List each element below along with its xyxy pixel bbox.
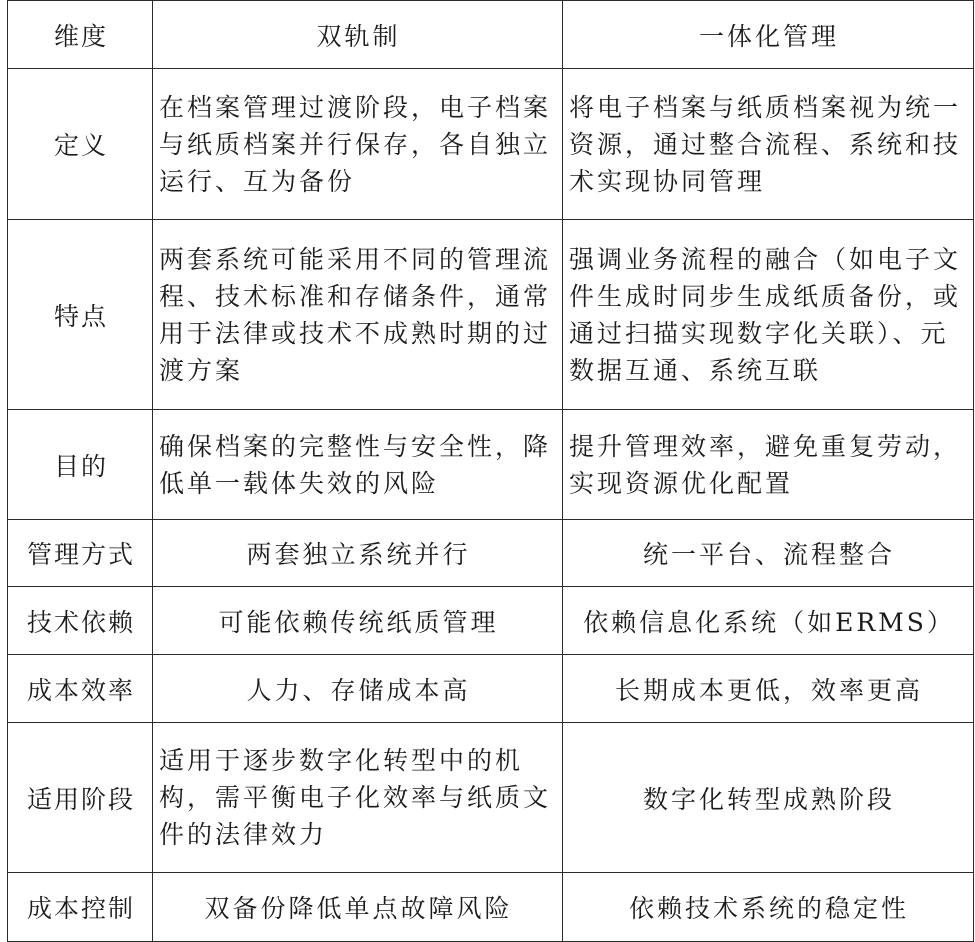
cell-dual-track: 适用于逐步数字化转型中的机构，需平衡电子化效率与纸质文件的法律效力 [153, 723, 563, 873]
table-row [8, 520, 974, 587]
cell-integrated: 统一平台、流程整合 [563, 520, 974, 587]
row-dimension: 技术依赖 [8, 587, 153, 655]
comparison-table [7, 0, 974, 942]
header-dimension: 维度 [8, 1, 153, 69]
cell-integrated: 数字化转型成熟阶段 [563, 723, 974, 873]
row-dimension: 管理方式 [8, 520, 153, 587]
cell-integrated: 提升管理效率，避免重复劳动，实现资源优化配置 [563, 410, 974, 520]
cell-dual-track: 人力、存储成本高 [153, 655, 563, 723]
table-row [8, 69, 974, 220]
header-dual-track: 双轨制 [153, 1, 563, 69]
cell-integrated: 依赖信息化系统（如ERMS） [563, 587, 974, 655]
cell-integrated: 依赖技术系统的稳定性 [563, 873, 974, 942]
cell-dual-track: 确保档案的完整性与安全性，降低单一载体失效的风险 [153, 410, 563, 520]
cell-dual-track: 双备份降低单点故障风险 [153, 873, 563, 942]
row-dimension: 定义 [8, 69, 153, 220]
cell-integrated: 将电子档案与纸质档案视为统一资源，通过整合流程、系统和技术实现协同管理 [563, 69, 974, 220]
table-row [8, 655, 974, 723]
cell-integrated: 强调业务流程的融合（如电子文件生成时同步生成纸质备份，或通过扫描实现数字化关联）、元数据互通、系统互联 [563, 220, 974, 410]
comparison-table-container [7, 0, 973, 942]
cell-integrated: 长期成本更低，效率更高 [563, 655, 974, 723]
row-dimension: 适用阶段 [8, 723, 153, 873]
row-dimension: 成本控制 [8, 873, 153, 942]
cell-dual-track: 两套系统可能采用不同的管理流程、技术标准和存储条件，通常用于法律或技术不成熟时期的过渡方案 [153, 220, 563, 410]
table-row [8, 873, 974, 942]
table-row [8, 723, 974, 873]
row-dimension: 特点 [8, 220, 153, 410]
table-row [8, 220, 974, 410]
table-row [8, 410, 974, 520]
header-integrated: 一体化管理 [563, 1, 974, 69]
cell-dual-track: 两套独立系统并行 [153, 520, 563, 587]
table-header-row [8, 1, 974, 69]
cell-dual-track: 可能依赖传统纸质管理 [153, 587, 563, 655]
row-dimension: 成本效率 [8, 655, 153, 723]
row-dimension: 目的 [8, 410, 153, 520]
table-row [8, 587, 974, 655]
cell-dual-track: 在档案管理过渡阶段，电子档案与纸质档案并行保存，各自独立运行、互为备份 [153, 69, 563, 220]
